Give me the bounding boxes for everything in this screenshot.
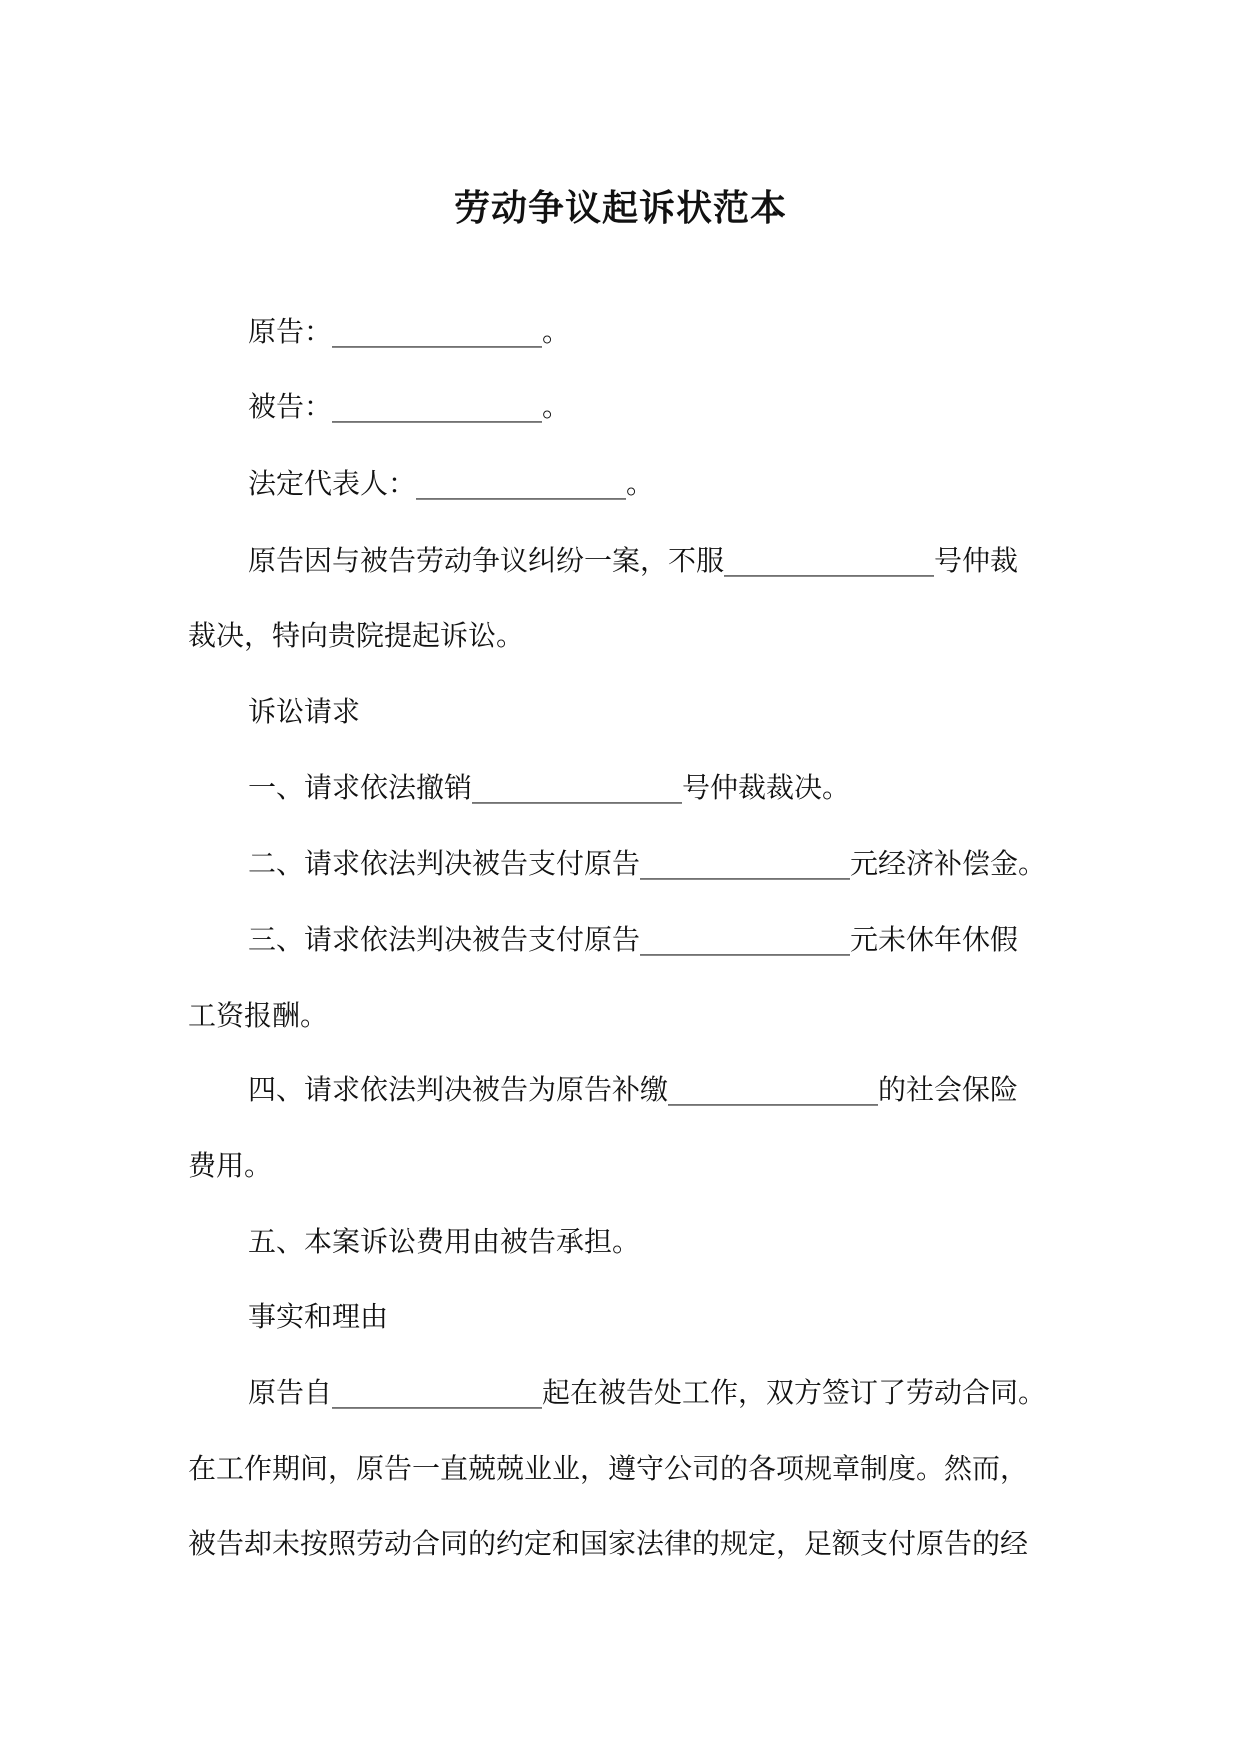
legal-representative-line: 法定代表人：_______________。 [248, 467, 655, 500]
paragraph-line: 裁决，特向贵院提起诉讼。 [188, 619, 525, 652]
claim-continuation-line: 工资报酬。 [188, 999, 329, 1032]
paragraph-line: 原告因与被告劳动争议纠纷一案，不服_______________号仲裁 [248, 544, 1019, 577]
claim-continuation-line: 费用。 [188, 1149, 273, 1182]
facts-line: 被告却未按照劳动合同的约定和国家法律的规定，足额支付原告的经 [188, 1527, 1029, 1560]
claim-line: 四、请求依法判决被告为原告补缴_______________的社会保险 [248, 1073, 1019, 1106]
section-heading-facts: 事实和理由 [248, 1300, 389, 1333]
facts-line: 在工作期间，原告一直兢兢业业，遵守公司的各项规章制度。然而， [188, 1452, 1029, 1485]
claim-line: 一、请求依法撤销_______________号仲裁裁决。 [248, 771, 851, 804]
claim-line: 五、本案诉讼费用由被告承担。 [248, 1225, 641, 1258]
facts-line: 原告自_______________起在被告处工作，双方签订了劳动合同。 [248, 1376, 1047, 1409]
defendant-line: 被告：_______________。 [248, 390, 571, 423]
claim-line: 二、请求依法判决被告支付原告_______________元经济补偿金。 [248, 847, 1047, 880]
document-title: 劳动争议起诉状范本 [453, 187, 787, 229]
section-heading-claims: 诉讼请求 [248, 695, 361, 728]
plaintiff-line: 原告：_______________。 [248, 315, 571, 348]
claim-line: 三、请求依法判决被告支付原告_______________元未休年休假 [248, 923, 1019, 956]
